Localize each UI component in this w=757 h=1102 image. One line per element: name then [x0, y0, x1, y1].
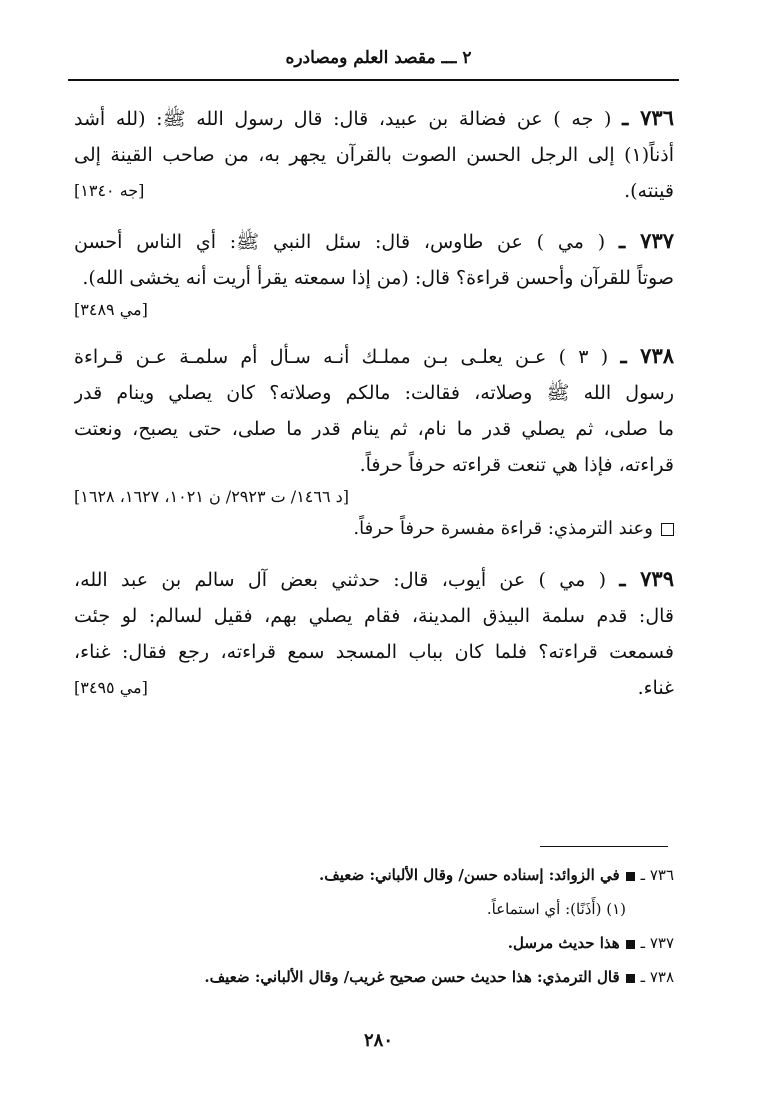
hadith-number: ٧٣٧ ـ — [618, 228, 674, 253]
square-bullet-icon — [661, 523, 674, 536]
main-text — [74, 100, 674, 720]
source-reference: [جه ١٣٤٠] — [74, 181, 145, 200]
hadith-line: قراءته، فإذا هي تنعت قراءته حرفاً حرفاً. — [359, 454, 674, 476]
footnote-736: ٧٣٦ ـفي الزوائد: إسناده حسن/ وقال الألباني: ضعيف. — [318, 866, 674, 884]
page-number: ٢٨٠ — [363, 1030, 393, 1051]
hadith-line: فسمعت قراءته؟ فلما كان بباب المسجد سمع قراءته، رجع فقال: غناء، — [74, 641, 674, 663]
hadith-line: ٧٣٨ ـ ( ٣ ) عـن يعلـى بـن مملـك أنـه سـأل أم سلمـة عـن قـراءة — [74, 343, 674, 368]
hadith-last-line-row — [74, 173, 674, 209]
footnote-737: ٧٣٧ ـهذا حديث مرسل. — [507, 934, 674, 952]
footnote-1: (١) (أَذَنًا): أي استماعاً. — [486, 900, 626, 918]
hadith-line: ٧٣٩ ـ ( مي ) عن أيوب، قال: حدثني بعض آل سالم بن عبد الله، — [74, 566, 674, 591]
footnotes — [74, 858, 674, 994]
square-bullet-icon — [626, 940, 635, 949]
hadith-line: قينته). — [624, 180, 674, 202]
hadith-last-line-row — [74, 670, 674, 706]
square-bullet-icon — [626, 872, 635, 881]
hadith-line: ما صلى، ثم يصلي قدر ما نام، ثم ينام قدر ما صلى، حتى يصبح، ونعتت — [74, 418, 674, 440]
hadith-line: ٧٣٧ ـ ( مي ) عن طاوس، قال: سئل النبي ﷺ: أي الناس أحسن — [74, 228, 674, 253]
running-header: ٢ ـــ مقصد العلم ومصادره — [285, 48, 472, 68]
hadith-739 — [74, 561, 674, 706]
hadith-line: ٧٣٦ ـ ( جه ) عن فضالة بن عبيد، قال: قال رسول الله ﷺ: (لله أشد — [74, 105, 674, 130]
hadith-line: قال: قدم سلمة البيذق المدينة، فقام يصلي بهم، فقيل لسالم: لو جئت — [74, 605, 674, 627]
hadith-number: ٧٣٦ ـ — [622, 105, 674, 130]
hadith-line: أذناً(١) إلى الرجل الحسن الصوت بالقرآن يجهر به، من صاحب القينة إلى — [74, 144, 674, 166]
header-rule — [68, 79, 679, 81]
square-bullet-icon — [626, 974, 635, 983]
hadith-line: غناء. — [637, 677, 674, 699]
hadith-number: ٧٣٩ ـ — [619, 566, 674, 591]
hadith-number: ٧٣٨ ـ — [620, 343, 674, 368]
source-reference: [د ١٤٦٦/ ت ٢٩٢٣/ ن ١٠٢١، ١٦٢٧، ١٦٢٨] — [74, 487, 350, 506]
hadith-736 — [74, 100, 674, 209]
hadith-line: رسول الله ﷺ وصلاته، فقالت: مالكم وصلاته؟ كان يصلي وينام قدر — [74, 382, 674, 404]
footnote-738: ٧٣٨ ـقال الترمذي: هذا حديث حسن صحيح غريب/ وقال الألباني: ضعيف. — [204, 968, 674, 986]
source-reference: [مي ٣٤٨٩] — [74, 300, 148, 319]
hadith-738 — [74, 338, 674, 547]
footnote-rule — [540, 846, 668, 847]
hadith-line: صوتاً للقرآن وأحسن قراءة؟ قال: (من إذا سمعته يقرأ أريت أنه يخشى الله). — [82, 267, 674, 289]
hadith-note: وعند الترمذي: قراءة مفسرة حرفاً حرفاً. — [74, 511, 674, 547]
source-reference: [مي ٣٤٩٥] — [74, 678, 148, 697]
hadith-737 — [74, 223, 674, 324]
